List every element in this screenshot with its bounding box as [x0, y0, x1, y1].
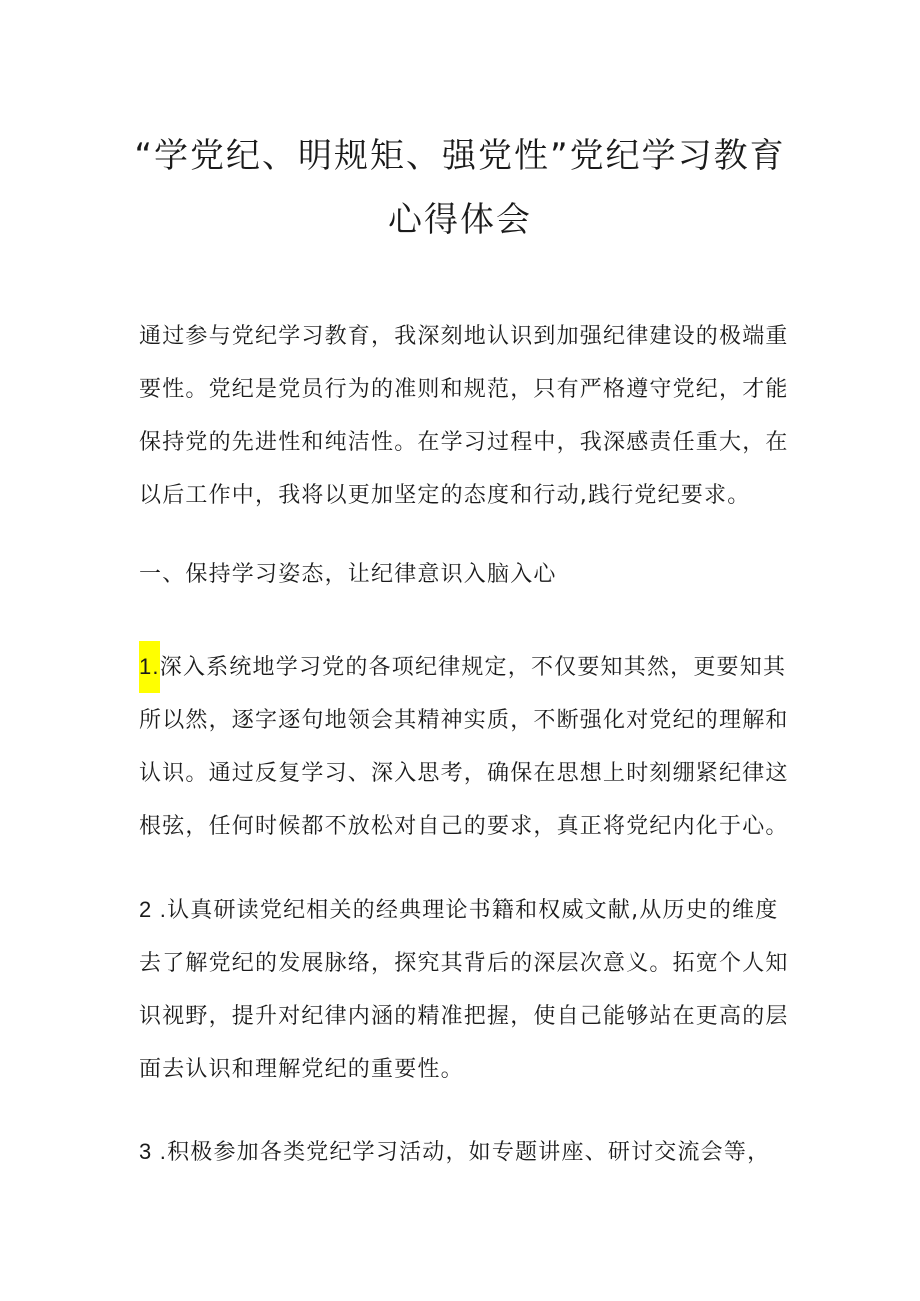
item-1-line-1 [139, 641, 789, 694]
section-heading-1-text: 一、保持学习姿态，让纪律意识入脑入心 [139, 562, 557, 587]
intro-paragraph [139, 310, 789, 522]
item-3-number: 3 . [139, 1139, 168, 1164]
section-heading-1 [139, 548, 789, 601]
intro-line-1: 通过参与党纪学习教育，我深刻地认识到加强纪律建设的极端重 [139, 324, 789, 349]
item-2-paragraph [139, 883, 789, 1096]
intro-line-3: 保持党的先进性和纯洁性。在学习过程中，我深感责任重大，在 [139, 430, 789, 455]
item-3-line-1-text: 积极参加各类党纪学习活动，如专题讲座、研讨交流会等， [167, 1140, 771, 1165]
document-title [100, 124, 820, 252]
intro-line-2: 要性。党纪是党员行为的准则和规范，只有严格遵守党纪，才能 [139, 377, 789, 402]
item-3-line-1 [139, 1125, 789, 1179]
item-1-number-highlighted: 1. [139, 641, 160, 693]
item-1-line-1-text: 深入系统地学习党的各项纪律规定，不仅要知其然，更要知其 [159, 655, 787, 680]
intro-line-4: 以后工作中，我将以更加坚定的态度和行动,践行党纪要求。 [139, 483, 751, 508]
title-line-2: 心得体会 [388, 200, 532, 240]
item-1-line-2: 所以然，逐字逐句地领会其精神实质，不断强化对党纪的理解和 [139, 708, 789, 733]
item-2-line-1 [139, 883, 789, 937]
item-1-paragraph [139, 641, 789, 853]
title-line-1: “学党纪、明规矩、强党性”党纪学习教育 [134, 136, 786, 176]
item-1-line-3: 认识。通过反复学习、深入思考，确保在思想上时刻绷紧纪律这 [139, 761, 789, 786]
item-3-paragraph [139, 1125, 789, 1179]
item-1-line-4: 根弦，任何时候都不放松对自己的要求，真正将党纪内化于心。 [139, 814, 789, 839]
item-2-line-3: 识视野，提升对纪律内涵的精准把握，使自己能够站在更高的层 [139, 1004, 789, 1029]
item-2-line-4: 面去认识和理解党纪的重要性。 [139, 1057, 464, 1082]
item-2-number: 2 . [139, 897, 168, 922]
item-2-line-1-text: 认真研读党纪相关的经典理论书籍和权威文献,从历史的维度 [167, 898, 779, 923]
item-2-line-2: 去了解党纪的发展脉络，探究其背后的深层次意义。拓宽个人知 [139, 951, 789, 976]
